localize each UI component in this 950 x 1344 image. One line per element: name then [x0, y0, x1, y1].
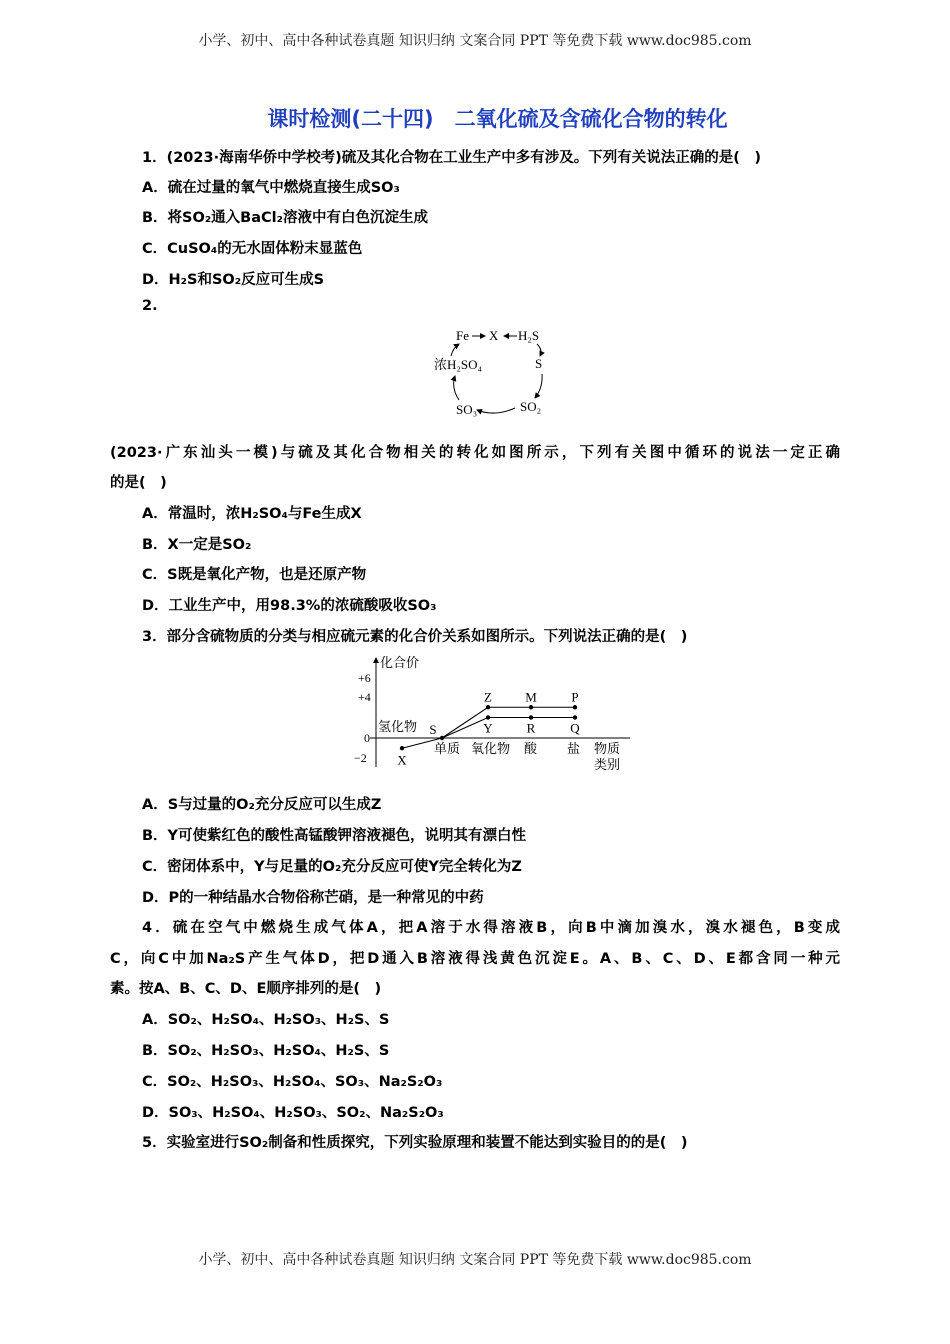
x-axis-label-2: 类别: [594, 757, 621, 772]
point-r: [529, 715, 533, 719]
y-axis-label: 化合价: [380, 655, 420, 670]
q1-option-c: C．CuSO₄的无水固体粉末显蓝色: [142, 241, 363, 257]
q2-number: 2.: [142, 298, 158, 314]
point-label-x: X: [397, 752, 407, 768]
q4-stem-line2-text: C，向C中加Na₂S产生气体D，把D通入B溶液得浅黄色沉淀E。A、B、C、D、E都含同一种元: [110, 951, 840, 967]
q4-stem-line1: [142, 916, 840, 937]
q2-option-c: C．S既是氧化产物，也是还原产物: [142, 567, 367, 583]
q4-stem-line2: [110, 947, 840, 968]
q2-stem: [110, 441, 840, 462]
point-q: [573, 715, 577, 719]
cycle-h2s: H₂S: [518, 328, 540, 343]
point-label-m: M: [525, 689, 537, 705]
q4-option-a: A．SO₂、H₂SO₄、H₂SO₃、H₂S、S: [142, 1012, 390, 1028]
x-cat-hydride: 氢化物: [378, 719, 418, 734]
q2-option-d: D．工业生产中，用98.3%的浓硫酸吸收SO₃: [142, 598, 437, 614]
q2-option-b: B．X一定是SO₂: [142, 537, 252, 553]
y-tick-zero: 0: [364, 731, 370, 745]
cycle-so2: SO₂: [520, 399, 542, 414]
q3-option-d: D．P的一种结晶水合物俗称芒硝，是一种常见的中药: [142, 890, 484, 906]
cycle-h2so4: 浓H₂SO₄: [434, 357, 483, 372]
cycle-fe: Fe: [456, 328, 469, 343]
page-title: 课时检测(二十四) 二氧化硫及含硫化合物的转化: [267, 107, 728, 131]
y-tick-plus4: +4: [358, 690, 371, 704]
point-label-q: Q: [570, 720, 580, 736]
q2-stem-line2: 的是( ): [110, 475, 167, 491]
q4-option-d: D．SO₃、H₂SO₄、H₂SO₃、SO₂、Na₂S₂O₃: [142, 1105, 444, 1121]
point-label-z: Z: [484, 689, 492, 705]
arrow-so2-so3: [477, 408, 515, 413]
x-cat-salt: 盐: [567, 741, 581, 756]
x-cat-acid: 酸: [524, 741, 538, 756]
arrow-so3-h2so4: [454, 376, 459, 400]
point-label-s: S: [429, 722, 437, 737]
arrow-h2so4-fe: [451, 344, 459, 356]
point-label-p: P: [571, 689, 579, 705]
cycle-so3: SO₃: [456, 402, 478, 417]
x-cat-element: 单质: [434, 741, 461, 756]
page-header: 小学、初中、高中各种试卷真题 知识归纳 文案合同 PPT 等免费下载 www.doc985.com: [198, 33, 752, 49]
x-cat-oxide: 氧化物: [471, 741, 511, 756]
arrow-h2s-s: [537, 344, 541, 356]
q4-option-c: C．SO₂、H₂SO₃、H₂SO₄、SO₃、Na₂S₂O₃: [142, 1074, 443, 1090]
q4-stem-line3: 素。按A、B、C、D、E顺序排列的是( ): [110, 981, 382, 997]
y-tick-minus2: −2: [354, 751, 367, 765]
point-y: [486, 715, 490, 719]
q4-option-b: B．SO₂、H₂SO₃、H₂SO₄、H₂S、S: [142, 1043, 390, 1059]
point-s: [440, 736, 444, 740]
point-label-y: Y: [483, 720, 493, 736]
point-m: [529, 705, 533, 709]
series-line-s-z: [442, 707, 575, 738]
sulfur-cycle-diagram: [425, 322, 565, 422]
q3-stem: 3．部分含硫物质的分类与相应硫元素的化合价关系如图所示。下列说法正确的是( ): [142, 629, 688, 645]
x-axis-label-1: 物质: [594, 741, 621, 756]
q3-option-b: B．Y可使紫红色的酸性高锰酸钾溶液褪色，说明其有漂白性: [142, 828, 527, 844]
q1-option-a: A．硫在过量的氧气中燃烧直接生成SO₃: [142, 180, 400, 196]
point-label-r: R: [526, 720, 536, 736]
q4-stem-line1-text: 4．硫在空气中燃烧生成气体A，把A溶于水得溶液B，向B中滴加溴水，溴水褪色，B变成: [142, 920, 840, 936]
point-z: [486, 705, 490, 709]
point-x: [400, 746, 404, 750]
q1-stem: 1．(2023·海南华侨中学校考)硫及其化合物在工业生产中多有涉及。下列有关说法正确的是( ): [142, 150, 761, 166]
q2-option-a: A．常温时，浓H₂SO₄与Fe生成X: [142, 506, 362, 522]
q1-option-d: D．H₂S和SO₂反应可生成S: [142, 272, 325, 288]
q2-stem-line1: (2023·广东汕头一模)与硫及其化合物相关的转化如图所示，下列有关图中循环的说法一定正确: [110, 445, 840, 461]
valence-chart: [350, 652, 640, 777]
q3-option-a: A．S与过量的O₂充分反应可以生成Z: [142, 797, 382, 813]
q5-stem: 5．实验室进行SO₂制备和性质探究，下列实验原理和装置不能达到实验目的的是( ): [142, 1135, 688, 1151]
y-tick-plus6: +6: [358, 671, 371, 685]
page-footer: 小学、初中、高中各种试卷真题 知识归纳 文案合同 PPT 等免费下载 www.doc985.com: [198, 1252, 752, 1268]
cycle-s: S: [535, 356, 543, 371]
arrow-s-so2: [535, 374, 542, 398]
point-p: [573, 705, 577, 709]
q1-option-b: B．将SO₂通入BaCl₂溶液中有白色沉淀生成: [142, 210, 428, 226]
cycle-x: X: [489, 328, 499, 343]
q3-option-c: C．密闭体系中，Y与足量的O₂充分反应可使Y完全转化为Z: [142, 859, 522, 875]
